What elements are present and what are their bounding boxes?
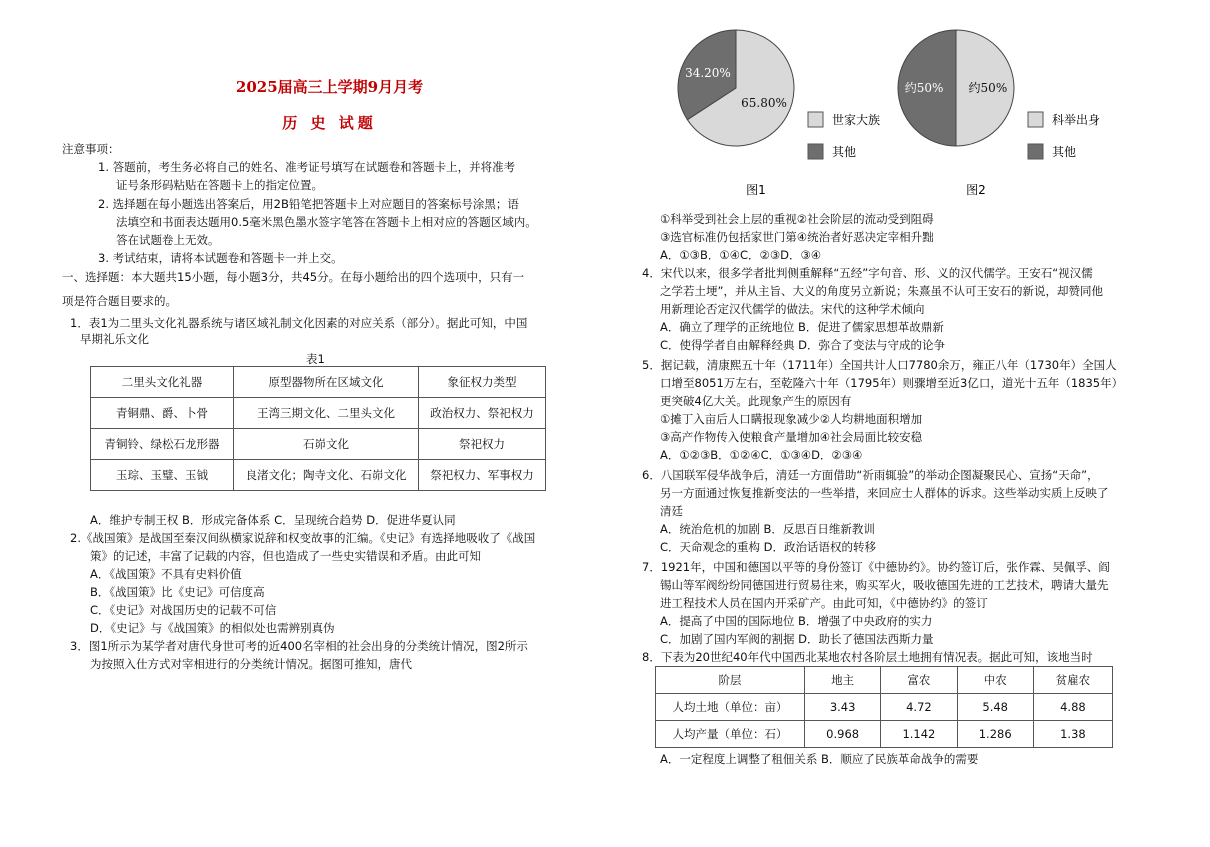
- q3-stem: 3．图1所示为某学者对唐代身世可考的近400名宰相的社会出身的分类统计情况，图2所示: [70, 639, 528, 653]
- table-cell: 4.72: [881, 694, 957, 721]
- table-cell: 良渚文化；陶寺文化、石峁文化: [234, 460, 419, 491]
- q3-sub-option: ①科举受到社会上层的重视②社会阶层的流动受到阻碍: [660, 212, 934, 226]
- q7-option: A．提高了中国的国际地位 B．增强了中央政府的实力: [660, 614, 933, 628]
- q6-option: C．天命观念的重构 D．政治话语权的转移: [660, 540, 877, 554]
- pie-slice-label: 约50%: [968, 81, 1008, 95]
- table-cell: 祭祀权力: [419, 429, 546, 460]
- table-header-cell: 地主: [805, 667, 881, 694]
- table-cell: 人均土地（单位：亩）: [656, 694, 805, 721]
- table-cell: 祭祀权力、军事权力: [419, 460, 546, 491]
- pie-charts: [685, 0, 1210, 205]
- q2-option: C．《史记》对战国历史的记载不可信: [90, 603, 277, 617]
- q6-stem-cont: 另一方面通过恢复推新变法的一些举措，来回应士人群体的诉求。这些举动实质上反映了: [660, 486, 1109, 500]
- table-header-cell: 阶层: [656, 667, 805, 694]
- notice-line: 法填空和书面表达题用0.5毫米黑色墨水签字笔答在答题卡上相对应的答题区域内。: [116, 215, 537, 229]
- q2-option: A．《战国策》不具有史料价值: [90, 567, 242, 581]
- q2-option: B．《战国策》比《史记》可信度高: [90, 585, 265, 599]
- table-header-cell: 二里头文化礼器: [91, 367, 234, 398]
- q2-stem: 2.《战国策》是战国至秦汉间纵横家说辞和权变故事的汇编。《史记》有选择地吸收了《战国: [70, 531, 536, 545]
- q6-stem-cont: 清廷: [660, 504, 683, 518]
- chart-caption: 图1: [746, 183, 766, 197]
- q5-sub-option: ①摊丁入亩后人口瞒报现象减少②人均耕地面积增加: [660, 412, 923, 426]
- section-heading: 一、选择题：本大题共15小题，每小题3分，共45分。在每小题给出的四个选项中，只有一: [62, 270, 525, 284]
- notice-line: 1. 答题前，考生务必将自己的姓名、准考证号填写在试题卷和答题卡上，并将准考: [98, 160, 516, 174]
- legend-label: 世家大族: [832, 113, 881, 127]
- legend-swatch: [808, 144, 823, 159]
- q6-stem: 6．八国联军侵华战争后，清廷一方面借助“祈雨辄验”的举动企图凝聚民心、宣扬“天命”，: [642, 468, 1099, 482]
- q4-stem-cont: 用新理论否定汉代儒学的做法。宋代的这种学术倾向: [660, 302, 925, 316]
- legend-label: 其他: [832, 145, 857, 159]
- table-header-cell: 中农: [957, 667, 1033, 694]
- table-cell: 4.88: [1033, 694, 1112, 721]
- legend-label: 科举出身: [1052, 113, 1101, 127]
- table-cell: 人均产量（单位：石）: [656, 721, 805, 748]
- pie-slice-label: 65.80%: [741, 96, 787, 111]
- table-cell: 5.48: [957, 694, 1033, 721]
- notice-line: 3. 考试结束，请将本试题卷和答题卡一并上交。: [98, 251, 343, 265]
- pie-slice-label: 约50%: [904, 81, 944, 95]
- q7-stem-cont: 锡山等军阀纷纷同德国进行贸易往来，购买军火，吸收德国先进的工艺技术，聘请大量先: [660, 578, 1109, 592]
- exam-title: 2025届高三上学期9月月考: [235, 78, 424, 96]
- table-cell: 青铜铃、绿松石龙形器: [91, 429, 234, 460]
- table-cell: 3.43: [805, 694, 881, 721]
- q3-options: A．①③B．①④C．②③D．③④: [660, 248, 822, 262]
- table-cell: 政治权力、祭祀权力: [419, 398, 546, 429]
- table-cell: 玉琮、玉璧、玉钺: [91, 460, 234, 491]
- q6-option: A．统治危机的加剧 B．反思百日维新教训: [660, 522, 875, 536]
- table-header-cell: 原型器物所在区域文化: [234, 367, 419, 398]
- q4-stem-cont: 之学若土埂”，并从主旨、大义的角度另立新说；朱熹虽不认可王安石的新说，却赞同他: [660, 284, 1103, 298]
- q3-stem-cont: 为按照入仕方式对宰相进行的分类统计情况。据图可推知，唐代: [90, 657, 412, 671]
- q1-stem-cont: 早期礼乐文化: [80, 332, 149, 346]
- q4-option: C．使得学者自由解释经典 D．弥合了变法与守成的论争: [660, 338, 946, 352]
- table-header-cell: 贫雇农: [1033, 667, 1112, 694]
- q5-options: A．①②③B．①②④C．①③④D．②③④: [660, 448, 863, 462]
- chart-caption: 图2: [966, 183, 986, 197]
- notice-heading: 注意事项：: [62, 142, 120, 156]
- q1-table: [90, 366, 546, 491]
- table-cell: 1.142: [881, 721, 957, 748]
- q5-stem: 5．据记载，清康熙五十年（1711年）全国共计人口7780余万，雍正八年（1730年）全国人: [642, 358, 1117, 372]
- table-cell: 0.968: [805, 721, 881, 748]
- notice-line: 证号条形码粘贴在答题卡上的指定位置。: [116, 178, 323, 192]
- q8-options: A．一定程度上调整了租佃关系 B．顺应了民族革命战争的需要: [660, 752, 979, 766]
- q5-sub-option: ③高产作物传入使粮食产量增加④社会局面比较安稳: [660, 430, 923, 444]
- q4-option: A．确立了理学的正统地位 B．促进了儒家思想革故鼎新: [660, 320, 944, 334]
- legend-label: 其他: [1052, 145, 1077, 159]
- q2-stem-cont: 策》的记述，丰富了记载的内容，但也造成了一些史实错误和矛盾。由此可知: [90, 549, 481, 563]
- notice-line: 2. 选择题在每小题选出答案后，用2B铅笔把答题卡上对应题目的答案标号涂黑；语: [98, 197, 519, 211]
- notice-line: 答在试题卷上无效。: [116, 233, 220, 247]
- q7-stem-cont: 进工程技术人员在国内开采矿产。由此可知，《中德协约》的签订: [660, 596, 988, 610]
- q5-stem-cont: 更突破4亿大关。此现象产生的原因有: [660, 394, 852, 408]
- table-cell: 青铜鼎、爵、卜骨: [91, 398, 234, 429]
- exam-subtitle: 历 史 试题: [282, 114, 377, 132]
- q5-stem-cont: 口增至8051万左右，至乾隆六十年（1795年）则骤增至近3亿口，道光十五年（1835年）: [660, 376, 1124, 390]
- q4-stem: 4．宋代以来，很多学者批判侧重解释“五经”字句音、形、义的汉代儒学。王安石“视汉儒: [642, 266, 1093, 280]
- pie-slice-label: 34.20%: [685, 65, 731, 80]
- table-header-cell: 象征权力类型: [419, 367, 546, 398]
- section-heading-cont: 项是符合题目要求的。: [62, 294, 177, 308]
- legend-swatch: [1028, 112, 1043, 127]
- q7-stem: 7．1921年，中国和德国以平等的身份签订《中德协约》。协约签订后，张作霖、吴佩孚、阎: [642, 560, 1110, 574]
- q2-option: D．《史记》与《战国策》的相似处也需辨别真伪: [90, 621, 335, 635]
- q3-sub-option: ③选官标准仍包括家世门第④统治者好恶决定宰相升黜: [660, 230, 934, 244]
- table-cell: 1.286: [957, 721, 1033, 748]
- q8-stem: 8．下表为20世纪40年代中国西北某地农村各阶层土地拥有情况表。据此可知，该地当时: [642, 650, 1093, 664]
- table-cell: 1.38: [1033, 721, 1112, 748]
- table-header-cell: 富农: [881, 667, 957, 694]
- table-cell: 石峁文化: [234, 429, 419, 460]
- q8-table: [655, 666, 1113, 748]
- q7-option: C．加剧了国内军阀的割据 D．助长了德国法西斯力量: [660, 632, 934, 646]
- q1-table-caption: 表1: [306, 352, 325, 366]
- q1-options: A．维护专制王权 B．形成完备体系 C．呈现统合趋势 D．促进华夏认同: [90, 513, 456, 527]
- q1-stem: 1．表1为二里头文化礼器系统与诸区域礼制文化因素的对应关系（部分）。据此可知，中国: [70, 316, 528, 330]
- table-cell: 王湾三期文化、二里头文化: [234, 398, 419, 429]
- legend-swatch: [808, 112, 823, 127]
- legend-swatch: [1028, 144, 1043, 159]
